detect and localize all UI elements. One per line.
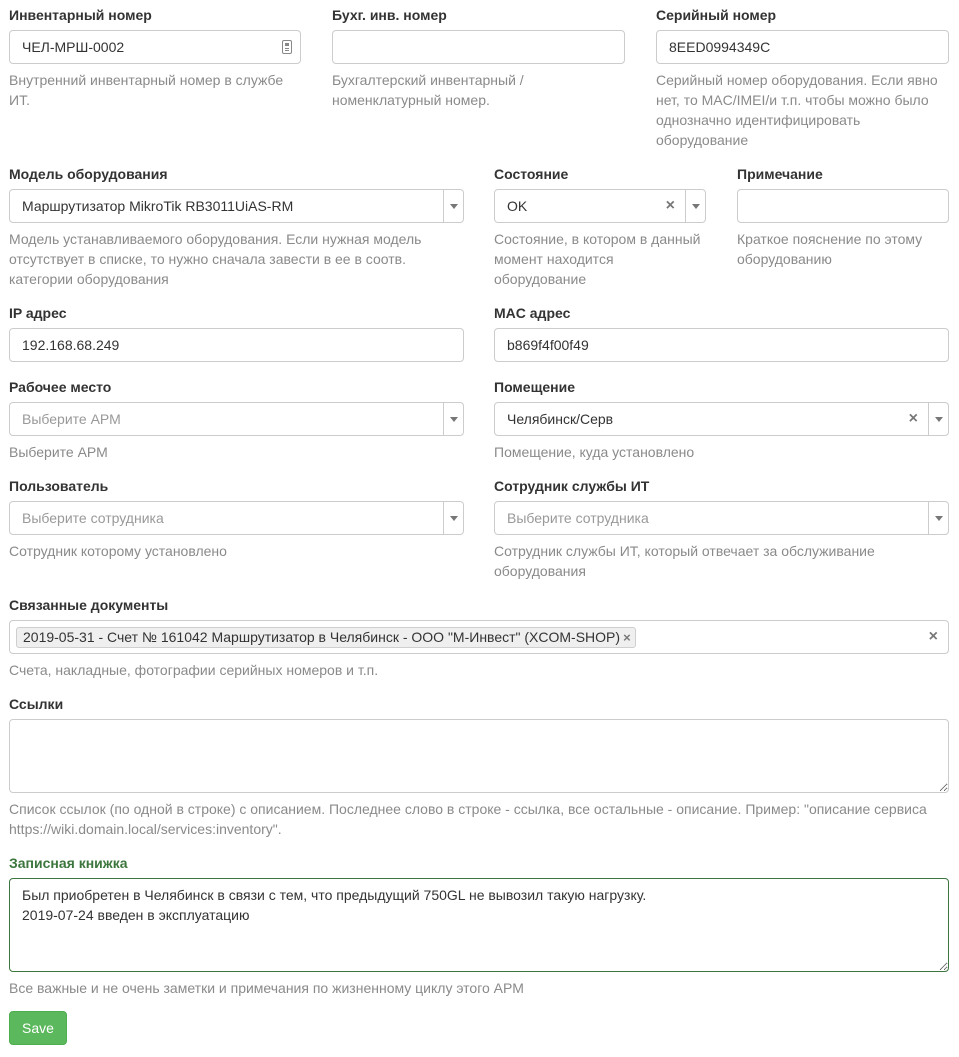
it-staff-help: Сотрудник службы ИТ, который отвечает за обслуживание оборудования [494,543,875,579]
inventory-number-value: ЧЕЛ-МРШ-0002 [22,39,125,55]
user-label: Пользователь [9,478,109,494]
comment-input[interactable] [737,189,949,223]
id-card-icon[interactable] [282,40,292,54]
group-inventory-number [9,7,301,150]
user-help: Сотрудник которому установлено [9,543,227,559]
serial-number-input[interactable] [656,30,949,64]
workplace-help: Выберите АРМ [9,444,108,460]
notebook-help: Все важные и не очень заметки и примечания по жизненному циклу этого АРМ [9,980,524,996]
model-help: Модель устанавливаемого оборудования. Если нужная модель отсутствует в списке, то нужно сначала завести в ее в соотв. категории оборудования [9,231,422,287]
chevron-down-icon [935,516,943,521]
row-people [9,478,949,581]
model-value: Маршрутизатор MikroTik RB3011UiAS-RM [22,198,294,214]
room-select[interactable] [494,402,949,436]
chevron-down-icon [450,204,458,209]
group-accounting-number [332,7,625,150]
chevron-down-icon [692,204,700,209]
it-staff-placeholder: Выберите сотрудника [507,510,649,526]
state-label: Состояние [494,166,569,182]
row-network [9,305,949,362]
inventory-number-help: Внутренний инвентарный номер в службе ИТ. [9,72,284,108]
state-clear-icon[interactable]: × [665,197,675,214]
save-button[interactable]: Save [9,1011,67,1045]
it-staff-dropdown-toggle[interactable] [928,502,948,534]
documents-help: Счета, накладные, фотографии серийных номеров и т.п. [9,662,379,678]
serial-number-label: Серийный номер [656,7,777,23]
group-comment [737,166,949,289]
group-documents [9,597,949,680]
documents-multiselect[interactable] [9,620,949,654]
room-dropdown-toggle[interactable] [928,403,948,435]
document-tag-label: 2019-05-31 - Счет № 161042 Маршрутизатор в Челябинск - ООО "М-Инвест" (XCOM-SHOP) [23,629,621,645]
accounting-number-label: Бухг. инв. номер [332,7,447,23]
links-label: Ссылки [9,696,64,712]
it-staff-select[interactable] [494,501,949,535]
comment-label: Примечание [737,166,823,182]
group-model [9,166,464,289]
mac-input[interactable] [494,328,949,362]
chevron-down-icon [450,516,458,521]
chevron-down-icon [935,417,943,422]
group-room [494,379,949,462]
model-dropdown-toggle[interactable] [443,190,463,222]
workplace-dropdown-toggle[interactable] [443,403,463,435]
state-dropdown-toggle[interactable] [685,190,705,222]
row-documents [9,597,949,680]
state-select[interactable] [494,189,706,223]
workplace-placeholder: Выберите АРМ [22,411,121,427]
ip-input[interactable] [9,328,464,362]
room-value: Челябинск/Серв [507,411,614,427]
workplace-select[interactable] [9,402,464,436]
group-mac [494,305,949,362]
document-tag-remove-icon[interactable]: × [623,630,631,645]
group-links [9,696,949,839]
group-ip [9,305,464,362]
group-user [9,478,464,581]
chevron-down-icon [450,417,458,422]
ip-value: 192.168.68.249 [22,337,120,353]
row-model-state [9,166,949,289]
group-serial-number [656,7,949,150]
row-notebook [9,855,949,998]
notebook-textarea[interactable] [9,878,949,972]
links-textarea[interactable] [9,719,949,793]
user-placeholder: Выберите сотрудника [22,510,164,526]
group-it-staff [494,478,949,581]
row-placement [9,379,949,462]
accounting-number-help: Бухгалтерский инвентарный / номенклатурный номер. [332,72,524,108]
user-dropdown-toggle[interactable] [443,502,463,534]
model-label: Модель оборудования [9,166,168,182]
state-value: OK [507,198,528,214]
links-help: Список ссылок (по одной в строке) с описанием. Последнее слово в строке - ссылка, все остальные - описание. Пример: "описание сервиса https://wiki.domain.local/services:inventory". [9,801,927,837]
mac-label: MAC адрес [494,305,571,321]
mac-value: b869f4f00f49 [507,337,589,353]
document-tag [16,627,636,648]
comment-help: Краткое пояснение по этому оборудованию [737,231,923,267]
room-clear-icon[interactable]: × [908,410,918,427]
ip-label: IP адрес [9,305,67,321]
inventory-number-label: Инвентарный номер [9,7,152,23]
row-identifiers [9,7,949,150]
notebook-label: Записная книжка [9,855,128,871]
inventory-number-input[interactable] [9,30,301,64]
documents-label: Связанные документы [9,597,169,613]
room-help: Помещение, куда установлено [494,444,695,460]
state-help: Состояние, в котором в данный момент находится оборудование [494,231,701,287]
row-links [9,696,949,839]
it-staff-label: Сотрудник службы ИТ [494,478,650,494]
model-select[interactable] [9,189,464,223]
workplace-label: Рабочее место [9,379,112,395]
serial-number-value: 8EED0994349C [669,39,771,55]
room-label: Помещение [494,379,576,395]
accounting-number-input[interactable] [332,30,625,64]
group-workplace [9,379,464,462]
group-state [494,166,706,289]
user-select[interactable] [9,501,464,535]
serial-number-help: Серийный номер оборудования. Если явно нет, то MAC/IMEI/и т.п. чтобы можно было однозначно идентифицировать оборудование [656,72,938,148]
group-notebook [9,855,949,998]
documents-clear-icon[interactable]: × [928,628,938,645]
